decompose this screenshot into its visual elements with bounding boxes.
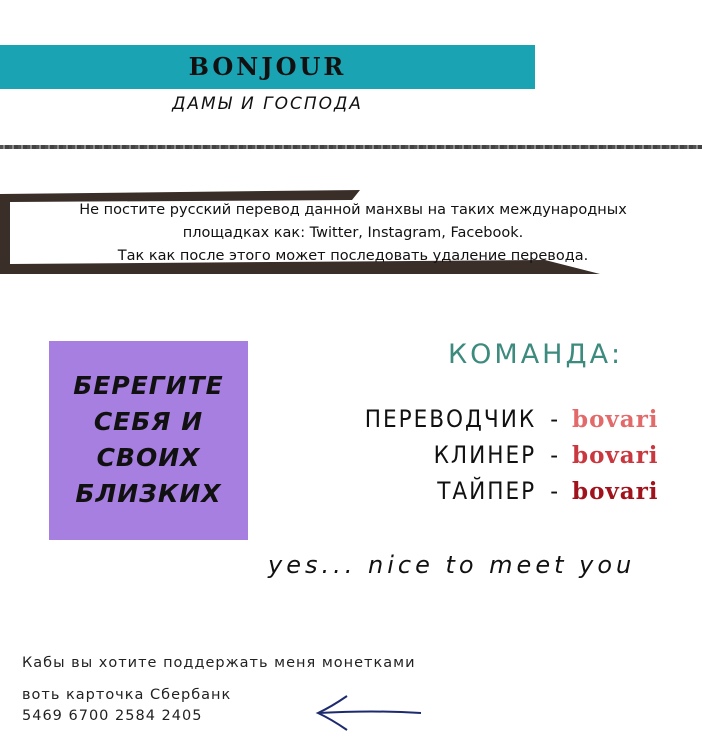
notice-line-2: площадках как: Twitter, Instagram, Facebook. (182, 225, 524, 241)
page-title: BONJOUR (188, 52, 347, 81)
team-heading: КОМАНДА: (448, 339, 624, 370)
role-member-name: bovari (572, 441, 659, 469)
reminder-line-3: СВОИХ (96, 443, 201, 472)
role-label: КЛИНЕР (433, 441, 537, 469)
reminder-line-2: СЕБЯ И (93, 407, 204, 436)
reminder-line-4: БЛИЗКИХ (75, 479, 222, 508)
arrow-left-icon (313, 693, 423, 733)
role-label: ПЕРЕВОДЧИК (364, 405, 537, 433)
support-line-2: воть карточка Сбербанк (22, 687, 232, 703)
notice-line-3: Так как после этого может последовать удаление перевода. (117, 248, 589, 264)
reminder-text (49, 368, 248, 512)
page-subtitle: ДАМЫ И ГОСПОДА (172, 94, 363, 114)
role-dash: - (550, 405, 558, 433)
greeting-text: yes... nice to meet you (268, 551, 636, 579)
role-row-translator (365, 402, 672, 436)
role-dash: - (550, 441, 558, 469)
role-row-cleaner (434, 438, 672, 472)
notice-line-1: Не постите русский перевод данной манхвы на таких международных (79, 202, 627, 218)
reminder-line-1: БЕРЕГИТЕ (73, 371, 224, 400)
role-label: ТАЙПЕР (437, 477, 537, 505)
role-row-typer (437, 474, 672, 508)
role-dash: - (550, 477, 558, 505)
support-line-1: Кабы вы хотите поддержать меня монетками (22, 655, 416, 671)
divider (0, 145, 702, 149)
role-member-name: bovari (572, 477, 659, 505)
role-member-name: bovari (572, 405, 659, 433)
notice-text (8, 199, 698, 268)
card-number: 5469 6700 2584 2405 (22, 708, 203, 724)
